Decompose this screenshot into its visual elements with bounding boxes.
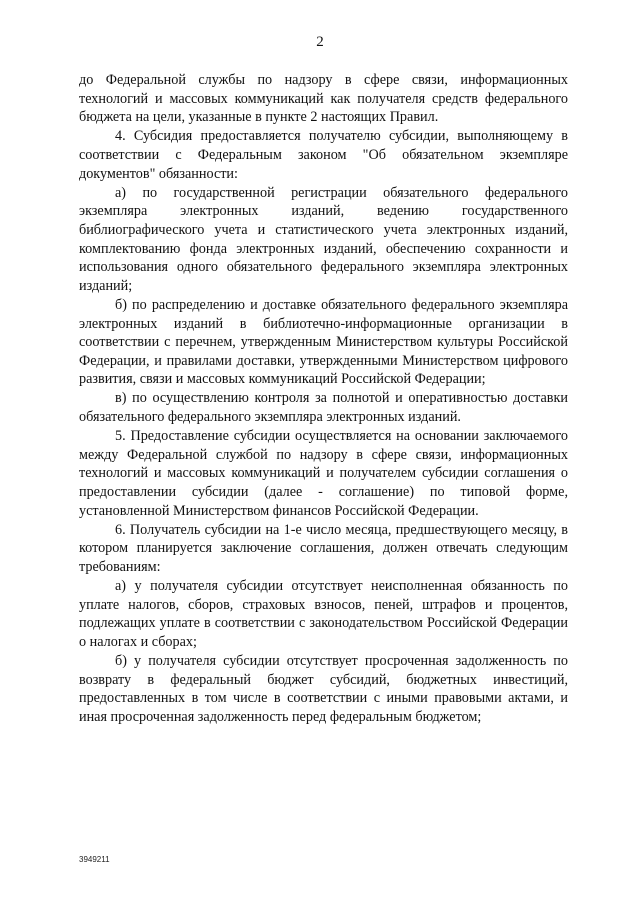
page-number: 2: [316, 34, 324, 50]
paragraph-item-4b: б) по распределению и доставке обязательного федерального экземпляра электронных изданий в библиотечно-информационные организации в соответствии с перечнем, утвержденным Министерством культуры Российской Федерации, и правилами доставки, утвержденными Министерством цифрового развития, связи и массовых коммуникаций Российской Федерации;: [79, 296, 568, 388]
document-body: [79, 71, 568, 727]
paragraph-item-5: 5. Предоставление субсидии осуществляется на основании заключаемого между Федеральной службой по надзору в сфере связи, информационных технологий и массовых коммуникаций и получателем субсидии соглашения о предоставлении субсидии (далее - соглашение) по типовой форме, установленной Министерством финансов Российской Федерации.: [79, 428, 568, 519]
paragraph-item-6a: а) у получателя субсидии отсутствует неисполненная обязанность по уплате налогов, сборов, страховых взносов, пеней, штрафов и процентов, подлежащих уплате в соответствии с законодательством Российской Федерации о налогах и сборах;: [79, 578, 568, 650]
paragraph-item-4v: в) по осуществлению контроля за полнотой и оперативностью доставки обязательного федерального экземпляра электронных изданий.: [79, 390, 568, 426]
paragraph-item-6: 6. Получатель субсидии на 1-е число месяца, предшествующего месяцу, в котором планируется заключение соглашения, должен отвечать следующим требованиям:: [79, 521, 568, 575]
paragraph-item-4a: а) по государственной регистрации обязательного федерального экземпляра электронных изданий, ведению государственного библиографического учета и статистического учета электронных изданий, комплектованию фонда электронных изданий, обеспечению сохранности и использования одного обязательного федерального экземпляра электронных изданий;: [79, 184, 568, 294]
paragraph-item-6b: б) у получателя субсидии отсутствует просроченная задолженность по возврату в федеральный бюджет субсидий, бюджетных инвестиций, предоставленных в том числе в соответствии с иными правовыми актами, и иная просроченная задолженность перед федеральным бюджетом;: [79, 653, 568, 725]
paragraph-item-4: 4. Субсидия предоставляется получателю субсидии, выполняющему в соответствии с Федеральным законом "Об обязательном экземпляре документов" обязанности:: [79, 128, 568, 182]
document-code: 3949211: [79, 855, 110, 864]
paragraph-continuation: до Федеральной службы по надзору в сфере связи, информационных технологий и массовых коммуникаций как получателя средств федерального бюджета на цели, указанные в пункте 2 настоящих Правил.: [79, 72, 568, 126]
